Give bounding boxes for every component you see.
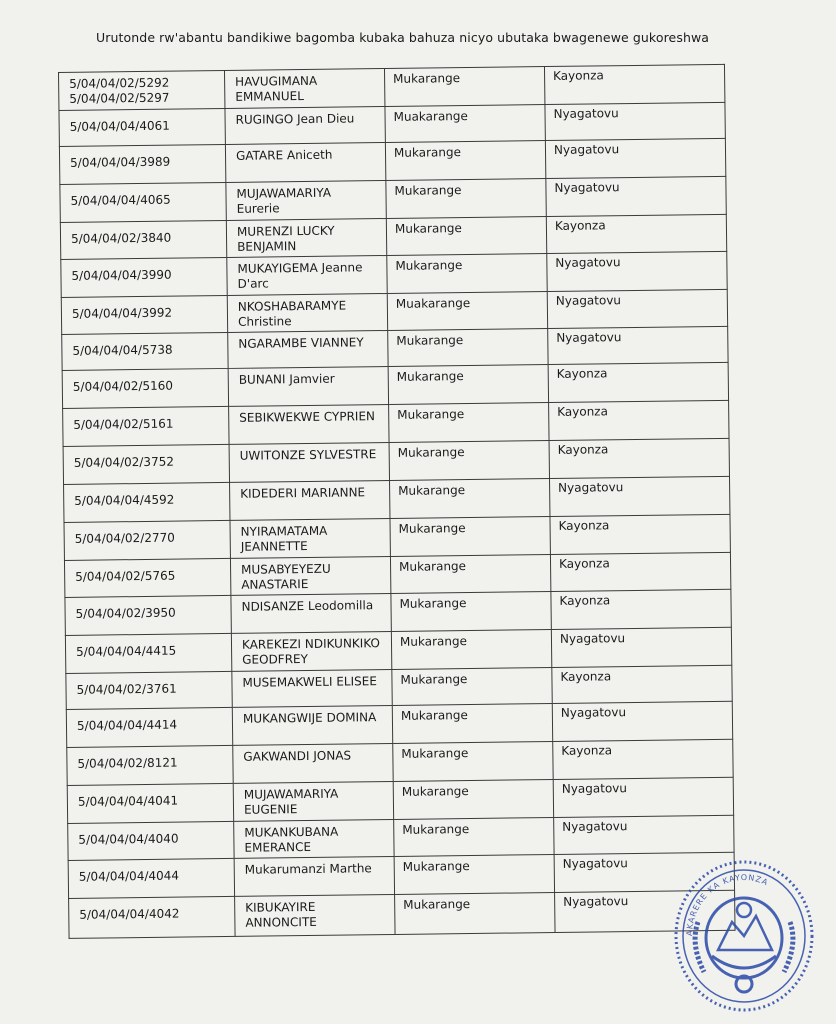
parcel-code-cell [61, 257, 227, 297]
parcel-code: 5/04/04/02/5292 [69, 75, 170, 91]
owner-name-cell [230, 518, 390, 558]
parcel-code-cell [64, 558, 230, 597]
owner-name-cell [227, 293, 387, 332]
owner-name: RUGINGO Jean Dieu [235, 111, 355, 127]
owner-name: GAKWANDI JONAS [243, 748, 352, 764]
cell-name-cell: Nyagatovu [550, 476, 730, 516]
owner-name: NKOSHABARAMYE [237, 298, 347, 314]
owner-name-cell [233, 743, 393, 783]
parcel-code: 5/04/04/04/4592 [74, 492, 175, 508]
owner-name: SEBIKWEKWE CYPRIEN [239, 409, 376, 425]
owner-name-cell [232, 705, 392, 745]
sector-cell: Mukarange [389, 441, 549, 481]
owner-name-cell [225, 107, 385, 145]
cell-name-cell: Kayonza [549, 400, 729, 440]
owner-name-cell [228, 366, 388, 406]
owner-name: BENJAMIN [237, 239, 297, 254]
parcel-code-cell [66, 707, 232, 747]
owner-name: Mukarumanzi Marthe [244, 861, 372, 877]
owner-name: EMERANCE [244, 839, 312, 855]
owner-name-cell [229, 404, 389, 444]
cell-name-cell: Kayonza [546, 214, 726, 253]
owner-name: EUGENIE [243, 802, 298, 817]
parcel-code: 5/04/04/02/5297 [69, 90, 170, 106]
owner-name: MUKANKUBANA [244, 824, 339, 840]
stamp-text: AKARERE KA KAYONZA [684, 872, 770, 937]
parcel-code: 5/04/04/04/5738 [72, 342, 173, 358]
owner-name: MURENZI LUCKY [236, 223, 335, 239]
owner-name: MUKANGWIJE DOMINA [242, 710, 377, 726]
parcel-code: 5/04/04/02/3752 [73, 454, 175, 470]
sector-cell: Mukarange [388, 329, 548, 367]
parcel-code: 5/04/04/04/4040 [78, 831, 179, 847]
sector-cell: Mukarange [390, 555, 550, 594]
parcel-code: 5/04/04/02/2770 [74, 530, 175, 546]
owner-name-cell [230, 556, 390, 595]
sector-cell: Mukarange [390, 517, 550, 557]
sector-cell: Mukarange [389, 403, 549, 443]
parcel-code-cell [67, 783, 233, 823]
parcel-code: 5/04/04/02/5765 [75, 568, 176, 584]
owner-name-cell [234, 856, 394, 896]
owner-name: BUNANI Jamvier [238, 371, 335, 387]
owner-name: NDISANZE Leodomilla [241, 598, 374, 614]
owner-name-cell [231, 593, 391, 633]
sector-cell: Mukarange [386, 217, 546, 256]
owner-name: KIDEDERI MARIANNE [240, 485, 366, 501]
owner-name: MUSEMAKWELI ELISEE [242, 674, 377, 690]
sector-cell: Mukarange [387, 254, 547, 294]
register-table [58, 64, 736, 939]
sector-cell: Mukarange [388, 365, 548, 405]
owner-name: ANASTARIE [241, 576, 309, 592]
owner-name: KIBUKAYIRE [245, 899, 316, 915]
cell-name-cell: Nyagatovu [552, 701, 732, 741]
sector-cell: Mukarange [391, 592, 551, 632]
owner-name: KAREKEZI NDIKUNKIKO [241, 636, 381, 652]
cell-name-cell: Kayonza [552, 665, 732, 703]
owner-name: MUJAWAMARIYA [236, 185, 332, 201]
owner-name-cell [234, 819, 394, 858]
owner-name-cell [227, 255, 387, 295]
cell-name-cell: Kayonza [551, 589, 731, 629]
parcel-code: 5/04/04/04/3990 [71, 267, 172, 283]
parcel-code-cell [68, 858, 234, 898]
parcel-code-cell [65, 633, 231, 673]
owner-name: Eurerie [236, 201, 280, 216]
owner-name-cell [224, 69, 384, 109]
sector-cell: Mukarange [394, 854, 554, 894]
cell-name-cell: Nyagatovu [555, 890, 735, 932]
sector-cell: Muakarange [387, 292, 547, 331]
cell-name-cell: Kayonza [550, 514, 730, 554]
parcel-code: 5/04/04/04/4044 [78, 868, 180, 884]
parcel-code: 5/04/04/04/4061 [69, 118, 170, 134]
document-title: Urutonde rw'abantu bandikiwe bagomba kubaka bahuza nicyo ubutaka bwagenewe gukoreshwa [96, 30, 710, 45]
cell-name-cell: Nyagatovu [545, 138, 725, 178]
register-sheet [58, 64, 735, 940]
district-seal-stamp [670, 852, 818, 1014]
owner-name-cell [229, 442, 389, 482]
cell-name-cell: Kayonza [548, 362, 728, 402]
parcel-code: 5/04/04/02/3840 [70, 230, 172, 246]
owner-name-cell [226, 181, 386, 221]
owner-name-cell [230, 480, 390, 520]
owner-name: MUJAWAMARIYA [243, 786, 339, 802]
parcel-code-cell [67, 745, 233, 785]
parcel-code: 5/04/04/04/4065 [70, 192, 171, 208]
parcel-code-cell [64, 482, 230, 522]
owner-name: HAVUGIMANA [235, 73, 318, 89]
sector-cell: Mukarange [392, 668, 552, 706]
owner-name: JEANNETTE [240, 538, 308, 554]
owner-name: MUSABYEYEZU [241, 561, 331, 577]
owner-name: Christine [237, 314, 292, 329]
owner-name-cell [235, 894, 395, 936]
owner-name: GEODFREY [242, 651, 308, 667]
owner-name-cell [231, 631, 391, 671]
parcel-code-cell [65, 595, 231, 635]
parcel-code: 5/04/04/02/3950 [75, 605, 176, 621]
parcel-code-cell [62, 332, 228, 370]
parcel-code-cell [59, 144, 225, 184]
parcel-code: 5/04/04/02/8121 [77, 755, 178, 771]
sector-cell: Muakarange [385, 105, 545, 143]
cell-name-cell: Kayonza [550, 552, 730, 591]
parcel-code-cell [68, 821, 234, 860]
owner-name: UWITONZE SYLVESTRE [239, 447, 377, 463]
owner-name-cell [228, 330, 388, 368]
cell-name-cell: Nyagatovu [547, 289, 727, 328]
sector-cell: Mukarange [394, 818, 554, 857]
parcel-code-cell [61, 295, 227, 334]
parcel-code-cell [60, 182, 226, 222]
parcel-code-cell [63, 444, 229, 484]
owner-name-cell [226, 218, 386, 257]
parcel-code: 5/04/04/04/4415 [75, 643, 177, 659]
cell-name-cell: Kayonza [549, 438, 729, 478]
cell-name-cell: Nyagatovu [548, 326, 728, 364]
parcel-code: 5/04/04/02/3761 [76, 681, 177, 697]
owner-name: NYIRAMATAMA [240, 523, 328, 539]
owner-name-cell [232, 669, 392, 707]
cell-name-cell: Kayonza [553, 739, 733, 779]
owner-name: EMMANUEL [235, 88, 304, 104]
cell-name-cell: Nyagatovu [554, 852, 734, 892]
sector-cell: Mukarange [395, 892, 555, 934]
parcel-code: 5/04/04/04/3992 [71, 305, 173, 321]
parcel-code: 5/04/04/04/4041 [77, 793, 179, 809]
sector-cell: Mukarange [390, 479, 550, 519]
owner-name: ANNONCITE [245, 914, 317, 930]
owner-name-cell [233, 781, 393, 821]
owner-name: GATARE Aniceth [235, 147, 333, 163]
parcel-code-cell [62, 368, 228, 408]
register-table-body [59, 64, 736, 938]
svg-text:AKARERE KA KAYONZA [685, 873, 770, 936]
sector-cell: Mukarange [384, 67, 544, 107]
sector-cell: Mukarange [391, 630, 551, 670]
cell-name-cell: Nyagatovu [554, 815, 734, 854]
sector-cell: Mukarange [385, 141, 545, 181]
sector-cell: Mukarange [393, 780, 553, 820]
cell-name-cell: Kayonza [544, 64, 724, 104]
sector-cell: Mukarange [393, 742, 553, 782]
parcel-code-cell [64, 520, 230, 560]
owner-name: D'arc [237, 276, 269, 291]
parcel-code-cell [59, 108, 225, 146]
parcel-code-cell [59, 70, 225, 110]
table-row [69, 890, 735, 938]
parcel-code: 5/04/04/04/3989 [70, 154, 171, 170]
cell-name-cell: Nyagatovu [553, 777, 733, 817]
cell-name-cell: Nyagatovu [546, 176, 726, 216]
cell-name-cell: Nyagatovu [551, 627, 731, 667]
parcel-code: 5/04/04/02/5161 [73, 416, 174, 432]
parcel-code-cell [69, 896, 235, 938]
parcel-code: 5/04/04/04/4042 [79, 906, 180, 922]
sector-cell: Mukarange [386, 179, 546, 219]
owner-name-cell [225, 143, 385, 183]
cell-name-cell: Nyagatovu [545, 102, 725, 140]
owner-name: MUKAYIGEMA Jeanne [237, 260, 363, 276]
parcel-code: 5/04/04/02/5160 [72, 378, 174, 394]
sector-cell: Mukarange [392, 704, 552, 744]
cell-name-cell: Nyagatovu [547, 251, 727, 291]
parcel-code-cell [66, 671, 232, 709]
parcel-code-cell [63, 406, 229, 446]
parcel-code-cell [60, 220, 226, 259]
parcel-code: 5/04/04/04/4414 [76, 717, 178, 733]
owner-name: NGARAMBE VIANNEY [238, 335, 364, 351]
